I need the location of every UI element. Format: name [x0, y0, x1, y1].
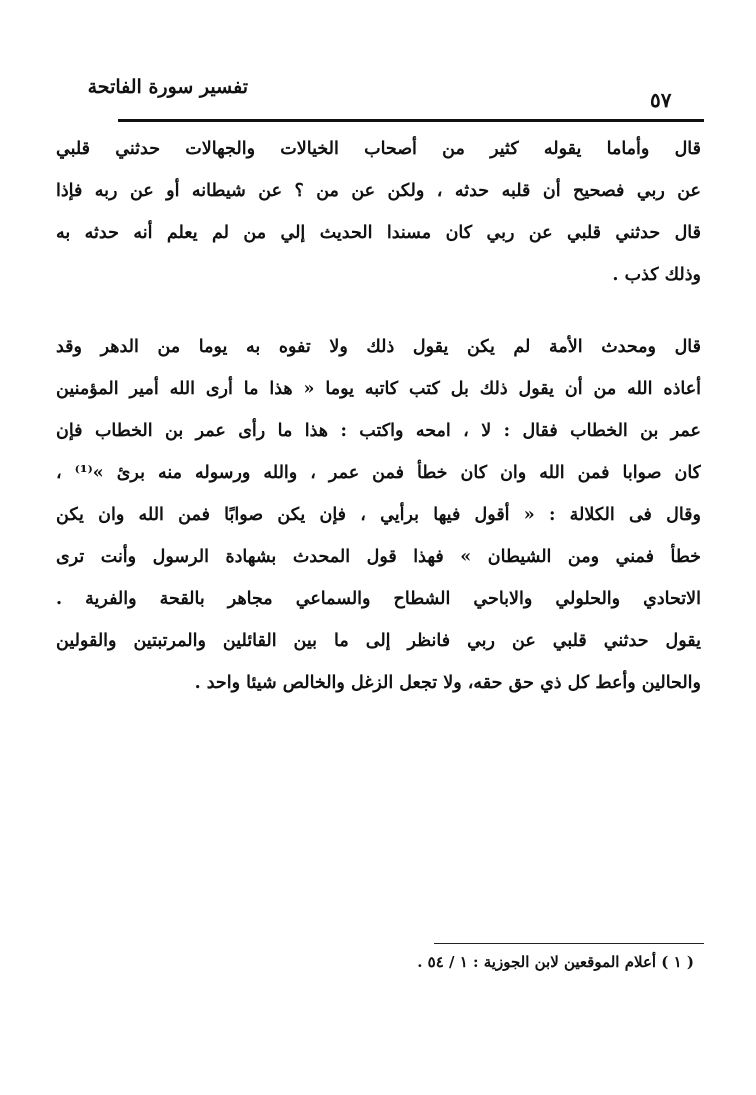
text-line: والحالين وأعط كل ذي حق حقه، ولا تجعل الزغل والخالص شيئا واحد . — [194, 673, 701, 693]
text-line: خطأ فمني ومن الشيطان » فهذا قول المحدث بشهادة الرسول وأنت ترى — [56, 547, 701, 567]
text-line: قال حدثني قلبي عن ربي كان مسندا الحديث إلي من لم يعلم أنه حدثه به — [56, 223, 701, 243]
text-line: قال ومحدث الأمة لم يكن يقول ذلك ولا تفوه به يوما من الدهر وقد — [56, 337, 701, 357]
text-line: عمر بن الخطاب فقال : لا ، امحه واكتب : هذا ما رأى عمر بن الخطاب فإن — [56, 421, 701, 441]
text-line: كان صوابا فمن الله وان كان خطأ فمن عمر ، والله ورسوله منه برئ »⁽¹⁾ ، — [56, 463, 701, 483]
paragraph-1 — [56, 128, 701, 296]
text-line: قال وأماما يقوله كثير من أصحاب الخيالات والجهالات حدثني قلبي — [56, 139, 701, 159]
body-text — [56, 128, 701, 704]
footnote: ( ١ ) أعلام الموقعين لابن الجوزية : ١ / ٥٤ . — [417, 953, 694, 971]
text-line: الاتحادي والحلولي والاباحي الشطاح والسماعي مجاهر بالقحة والفرية . — [56, 589, 701, 609]
text-line: وقال فى الكلالة : « أقول فيها برأيي ، فإن يكن صوابًا فمن الله وان يكن — [56, 505, 701, 525]
text-line: يقول حدثني قلبي عن ربي فانظر إلى ما بين القائلين والمرتبتين والقولين — [56, 631, 701, 651]
text-line: وذلك كذب . — [612, 265, 701, 285]
text-line: عن ربي فصحيح أن قلبه حدثه ، ولكن عن من ؟ عن شيطانه أو عن ربه فإذا — [56, 181, 701, 201]
running-header-title: تفسير سورة الفاتحة — [87, 76, 248, 98]
footnote-rule — [434, 943, 704, 944]
header-rule — [118, 119, 704, 122]
text-line: أعاذه الله من أن يقول ذلك بل كتب كاتبه يوما « هذا ما أرى الله أمير المؤمنين — [56, 379, 701, 399]
paragraph-gap — [56, 296, 701, 326]
page-number: ٥٧ — [650, 88, 672, 112]
paragraph-2 — [56, 326, 701, 704]
